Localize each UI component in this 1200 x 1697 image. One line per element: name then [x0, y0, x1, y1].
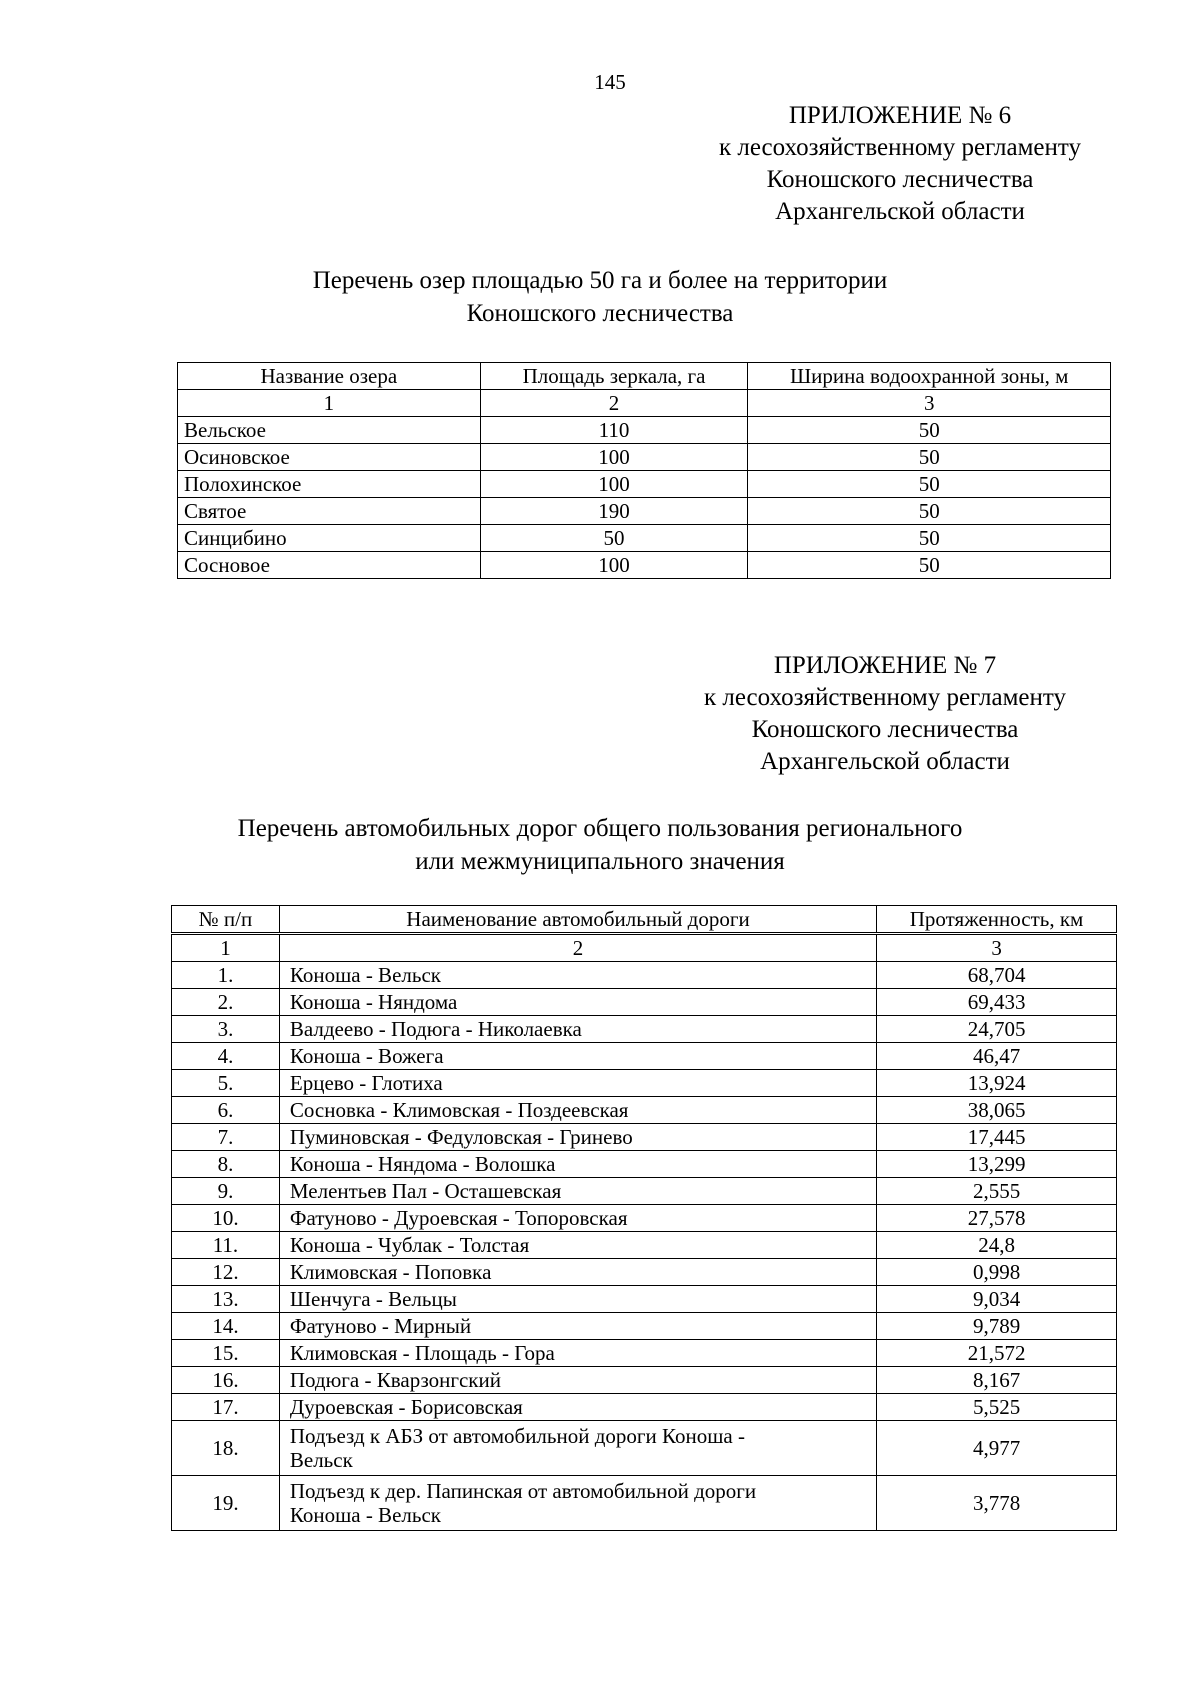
road-length: 24,8 — [877, 1232, 1117, 1259]
lake-zone: 50 — [748, 417, 1111, 444]
table-row — [172, 1043, 1117, 1070]
lake-name: Осиновское — [178, 444, 481, 471]
column-number-row — [178, 390, 1111, 417]
road-length: 69,433 — [877, 989, 1117, 1016]
road-name: Коноша - Чублак - Толстая — [279, 1232, 876, 1259]
road-length: 9,789 — [877, 1313, 1117, 1340]
road-number: 6. — [172, 1097, 280, 1124]
col-number: 1 — [178, 390, 481, 417]
roads-title — [150, 812, 1050, 878]
road-name-line2: Коноша - Вельск — [289, 1503, 441, 1527]
road-number: 15. — [172, 1340, 280, 1367]
table-row — [178, 471, 1111, 498]
table-header-row — [178, 363, 1111, 390]
road-name: Коноша - Вожега — [279, 1043, 876, 1070]
table-row — [172, 1259, 1117, 1286]
road-number: 8. — [172, 1151, 280, 1178]
col-number: 1 — [172, 934, 280, 962]
road-number: 7. — [172, 1124, 280, 1151]
appendix-7-line3: Архангельской области — [760, 748, 1010, 775]
lakes-title-line1: Перечень озер площадью 50 га и более на территории — [312, 267, 888, 294]
header-length: Протяженность, км — [877, 906, 1117, 934]
lakes-table — [177, 362, 1111, 579]
table-row — [172, 1205, 1117, 1232]
road-name — [279, 1476, 876, 1531]
header-road-name: Наименование автомобильный дороги — [279, 906, 876, 934]
road-name: Валдеево - Подюга - Николаевка — [279, 1016, 876, 1043]
table-row — [172, 1340, 1117, 1367]
road-name: Коноша - Няндома - Волошка — [279, 1151, 876, 1178]
lake-area: 100 — [480, 552, 748, 579]
road-number: 17. — [172, 1394, 280, 1421]
appendix-7-heading: ПРИЛОЖЕНИЕ № 7 — [773, 652, 997, 679]
lakes-title — [150, 264, 1050, 330]
road-name: Ерцево - Глотиха — [279, 1070, 876, 1097]
table-row — [172, 1232, 1117, 1259]
road-name: Климовская - Площадь - Гора — [279, 1340, 876, 1367]
road-name: Пуминовская - Федуловская - Гринево — [279, 1124, 876, 1151]
road-length: 13,924 — [877, 1070, 1117, 1097]
road-name-line1: Подъезд к АБЗ от автомобильной дороги Коноша - — [289, 1424, 745, 1448]
table-row — [172, 1421, 1117, 1476]
road-name: Дуроевская - Борисовская — [279, 1394, 876, 1421]
column-number-row — [172, 934, 1117, 962]
table-row — [172, 1016, 1117, 1043]
road-name — [279, 1421, 876, 1476]
road-length: 24,705 — [877, 1016, 1117, 1043]
table-row — [178, 417, 1111, 444]
road-number: 1. — [172, 962, 280, 989]
table-row — [172, 1124, 1117, 1151]
page-number: 145 — [594, 70, 626, 94]
lake-zone: 50 — [748, 471, 1111, 498]
table-row — [178, 498, 1111, 525]
header-number: № п/п — [172, 906, 280, 934]
table-row — [172, 1151, 1117, 1178]
lake-zone: 50 — [748, 498, 1111, 525]
road-length: 8,167 — [877, 1367, 1117, 1394]
col-number: 2 — [279, 934, 876, 962]
road-number: 12. — [172, 1259, 280, 1286]
road-length: 17,445 — [877, 1124, 1117, 1151]
appendix-6-header — [680, 100, 1120, 228]
table-row — [172, 1097, 1117, 1124]
lake-name: Полохинское — [178, 471, 481, 498]
table-row — [172, 1394, 1117, 1421]
road-name: Коноша - Вельск — [279, 962, 876, 989]
road-length: 38,065 — [877, 1097, 1117, 1124]
road-number: 19. — [172, 1476, 280, 1531]
roads-table — [171, 905, 1117, 1531]
lake-name: Святое — [178, 498, 481, 525]
appendix-6-line3: Архангельской области — [775, 198, 1025, 225]
table-row — [172, 1313, 1117, 1340]
lake-zone: 50 — [748, 525, 1111, 552]
table-row — [172, 989, 1117, 1016]
road-number: 4. — [172, 1043, 280, 1070]
road-name: Коноша - Няндома — [279, 989, 876, 1016]
road-length: 4,977 — [877, 1421, 1117, 1476]
lake-name: Синцибино — [178, 525, 481, 552]
road-name: Фатуново - Дуроевская - Топоровская — [279, 1205, 876, 1232]
road-name: Подюга - Кварзонгский — [279, 1367, 876, 1394]
header-area: Площадь зеркала, га — [480, 363, 748, 390]
col-number: 3 — [748, 390, 1111, 417]
road-name: Мелентьев Пал - Осташевская — [279, 1178, 876, 1205]
road-number: 13. — [172, 1286, 280, 1313]
roads-title-line1: Перечень автомобильных дорог общего пользования регионального — [237, 815, 963, 842]
road-number: 14. — [172, 1313, 280, 1340]
table-row — [172, 1178, 1117, 1205]
table-row — [172, 1367, 1117, 1394]
appendix-6-line2: Коношского лесничества — [766, 166, 1034, 193]
col-number: 2 — [480, 390, 748, 417]
road-number: 3. — [172, 1016, 280, 1043]
lake-name: Сосновое — [178, 552, 481, 579]
table-row — [172, 962, 1117, 989]
appendix-6-line1: к лесохозяйственному регламенту — [718, 134, 1082, 161]
appendix-7-header — [665, 650, 1105, 778]
road-length: 0,998 — [877, 1259, 1117, 1286]
road-number: 11. — [172, 1232, 280, 1259]
road-name: Фатуново - Мирный — [279, 1313, 876, 1340]
road-name-line2: Вельск — [289, 1448, 353, 1472]
table-row — [172, 1476, 1117, 1531]
road-number: 18. — [172, 1421, 280, 1476]
road-length: 2,555 — [877, 1178, 1117, 1205]
header-lake-name: Название озера — [178, 363, 481, 390]
road-number: 16. — [172, 1367, 280, 1394]
appendix-7-line2: Коношского лесничества — [751, 716, 1019, 743]
table-row — [172, 1286, 1117, 1313]
road-length: 9,034 — [877, 1286, 1117, 1313]
road-name: Шенчуга - Вельцы — [279, 1286, 876, 1313]
road-number: 2. — [172, 989, 280, 1016]
table-row — [178, 552, 1111, 579]
road-name: Климовская - Поповка — [279, 1259, 876, 1286]
road-length: 46,47 — [877, 1043, 1117, 1070]
header-zone-width: Ширина водоохранной зоны, м — [748, 363, 1111, 390]
lake-area: 50 — [480, 525, 748, 552]
road-length: 21,572 — [877, 1340, 1117, 1367]
road-length: 68,704 — [877, 962, 1117, 989]
table-row — [178, 525, 1111, 552]
appendix-7-line1: к лесохозяйственному регламенту — [703, 684, 1067, 711]
road-number: 9. — [172, 1178, 280, 1205]
lake-area: 190 — [480, 498, 748, 525]
road-length: 13,299 — [877, 1151, 1117, 1178]
table-header-row — [172, 906, 1117, 934]
road-name: Сосновка - Климовская - Поздеевская — [279, 1097, 876, 1124]
road-length: 3,778 — [877, 1476, 1117, 1531]
lakes-title-line2: Коношского лесничества — [466, 300, 734, 327]
appendix-6-heading: ПРИЛОЖЕНИЕ № 6 — [788, 102, 1012, 129]
road-number: 5. — [172, 1070, 280, 1097]
table-row — [178, 444, 1111, 471]
col-number: 3 — [877, 934, 1117, 962]
lake-zone: 50 — [748, 552, 1111, 579]
table-row — [172, 1070, 1117, 1097]
roads-title-line2: или межмуниципального значения — [415, 848, 785, 875]
lake-area: 100 — [480, 471, 748, 498]
road-length: 5,525 — [877, 1394, 1117, 1421]
lake-zone: 50 — [748, 444, 1111, 471]
lake-area: 110 — [480, 417, 748, 444]
road-length: 27,578 — [877, 1205, 1117, 1232]
lake-name: Вельское — [178, 417, 481, 444]
road-number: 10. — [172, 1205, 280, 1232]
road-name-line1: Подъезд к дер. Папинская от автомобильной дороги — [289, 1479, 757, 1503]
lake-area: 100 — [480, 444, 748, 471]
